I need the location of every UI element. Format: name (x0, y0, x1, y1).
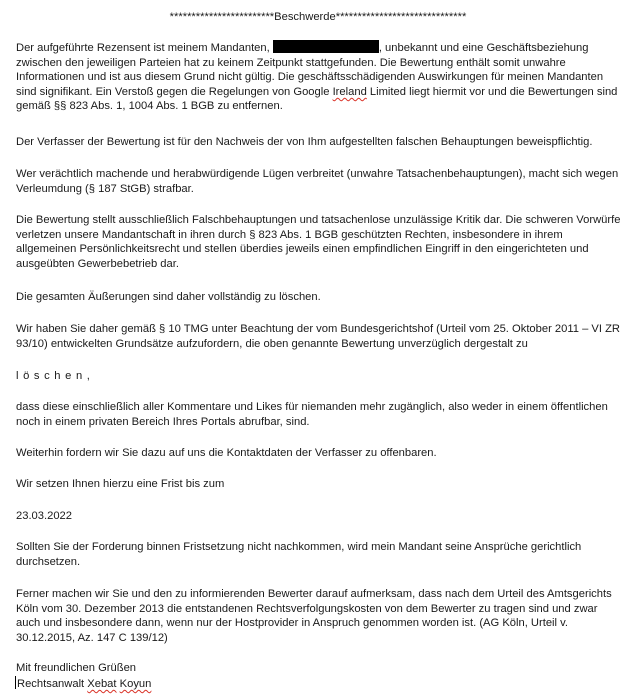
redacted-client-name (273, 40, 379, 53)
document-heading: ************************Beschwerde****************************** (169, 11, 467, 23)
spellcheck-word-ireland: Ireland (332, 85, 367, 98)
deadline-date: 23.03.2022 (16, 510, 72, 522)
paragraph-contact-data: Weiterhin fordern wir Sie dazu auf uns die Kontaktdaten der Verfasser zu offenbaren. (16, 447, 437, 459)
paragraph-enforcement: Sollten Sie der Forderung binnen Fristsetzung nicht nachkommen, wird mein Mandant seine Ansprüche gerichtlich durchsetzen. (16, 541, 582, 568)
intro-text-middle: , unbekannt und eine Geschäftsbeziehung zwischen den jeweiligen Parteien hat zu keinem Zeitpunkt stattgefunden. Die Bewertung enthält somit unwahre Informationen und ist aus diesem Grund nicht gültig. Die geschäftsschädigenden Auswirkungen für meinen Mandanten sind signifikant. Ein Verstoß gegen die Regelungen von Google (16, 42, 604, 98)
paragraph-intro (16, 40, 622, 114)
spellcheck-word-xebat: Xebat (87, 678, 117, 690)
paragraph-delete-all: Die gesamten Äußerungen sind daher vollständig zu löschen. (16, 291, 321, 303)
paragraph-burden-of-proof: Der Verfasser der Bewertung ist für den Nachweis der von Ihm aufgestellten falschen Behauptungen beweispflichtig. (16, 136, 593, 148)
signature-title: Rechtsanwalt (17, 678, 88, 690)
text-cursor (15, 676, 16, 689)
paragraph-accessibility: dass diese einschließlich aller Kommentare und Likes für niemanden mehr zugänglich, also weder in einem öffentlichen noch in einem privaten Bereich Ihres Portals abrufbar, sind. (16, 401, 608, 428)
closing-greeting: Mit freundlichen Grüßen (16, 662, 137, 674)
paragraph-deadline-intro: Wir setzen Ihnen hierzu eine Frist bis zum (16, 478, 225, 490)
intro-text-end: Limited liegt hiermit vor und die Bewertungen sind gemäß §§ 823 Abs. 1, 1004 Abs. 1 BGB zu entfernen. (16, 85, 618, 113)
paragraph-legal-costs: Ferner machen wir Sie und den zu informierenden Bewerter darauf aufmerksam, dass nach dem Urteil des Amtsgerichts Köln vom 30. Dezember 2013 die entstandenen Rechtsverfolgungskosten von dem Bewerter zu tragen sind und zwar auch und insbesondere dann, wenn nur der Hostprovider in Anspruch genommen worden ist. (AG Köln, Urteil v. 30.12.2015, Az. 147 C 139/12) (16, 588, 612, 644)
intro-text-start: Der aufgeführte Rezensent ist meinem Mandanten, (16, 42, 270, 54)
paragraph-legal-basis: Wir haben Sie daher gemäß § 10 TMG unter Beachtung der vom Bundesgerichtshof (Urteil vom 25. Oktober 2011 – VI ZR 93/10) entwickelten Grundsätze aufzufordern, die oben genannte Bewertung unverzüglich dergestalt zu (16, 323, 621, 350)
paragraph-loeschen: löschen, (16, 370, 95, 382)
signature-line (15, 676, 621, 692)
paragraph-defamation: Wer verächtlich machende und herabwürdigende Lügen verbreitet (unwahre Tatsachenbehauptungen), macht sich wegen Verleumdung (§ 187 StGB) strafbar. (16, 168, 619, 195)
paragraph-false-claims: Die Bewertung stellt ausschließlich Falschbehauptungen und tatsachenlose unzulässige Kritik dar. Die schweren Vorwürfe verletzen unsere Mandantschaft in ihren durch § 823 Abs. 1 BGB geschützten Rechten, insbesondere in ihrem allgemeinen Persönlichkeitsrecht und stellen überdies jeweils einen empfindlichen Eingriff in den eingerichteten und ausgeübten Gewerbebetrieb dar. (16, 214, 621, 270)
spellcheck-word-koyun: Koyun (119, 678, 152, 690)
